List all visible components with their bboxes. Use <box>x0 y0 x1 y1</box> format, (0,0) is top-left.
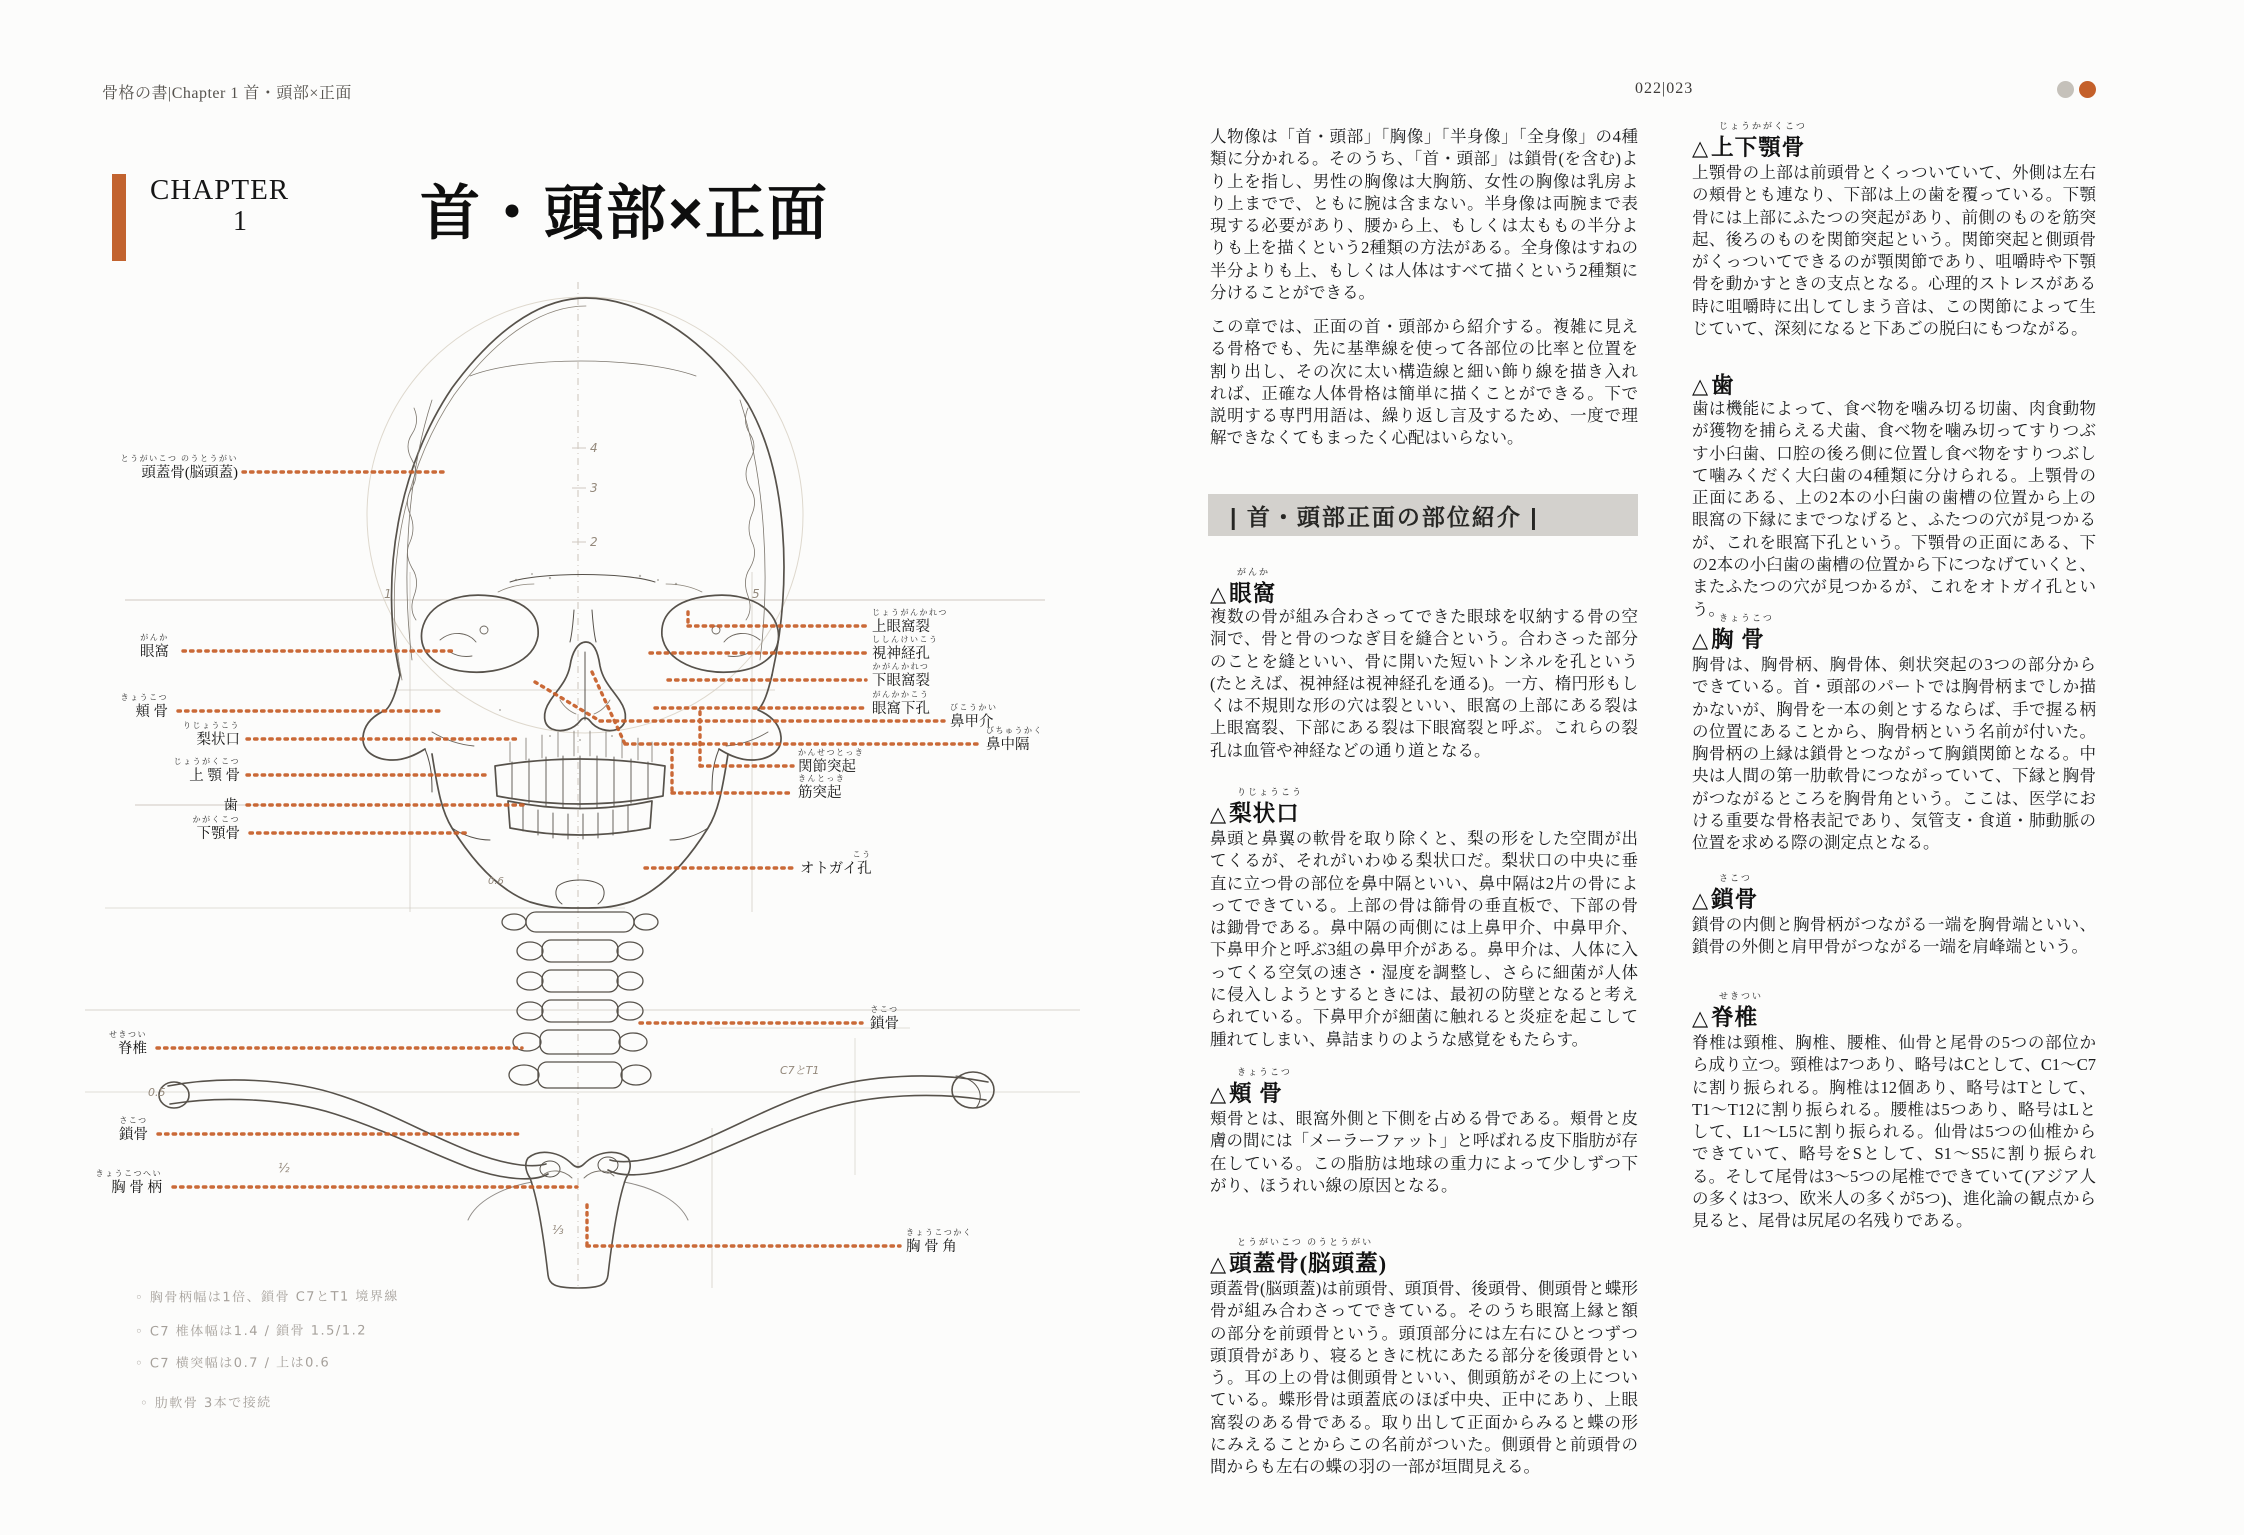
skull-drawing <box>363 298 784 908</box>
body-clavicle: 鎖骨の内側と胸骨柄がつながる一端を胸骨端といい、鎖骨の外側と肩甲骨がつながる一端を肩峰端という。 <box>1692 915 2096 957</box>
chapter-title: 首・頭部×正面 <box>420 180 830 247</box>
label-cranium: とうがいこつ のうとうがい 頭蓋骨(脳頭蓋) <box>120 454 238 481</box>
label-teeth: 歯 <box>223 798 238 814</box>
svg-text:⅓: ⅓ <box>552 1223 564 1237</box>
pencil-note-2: ◦ C7 椎体幅は1.4 / 鎖骨 1.5/1.2 <box>134 1323 368 1340</box>
running-header: 骨格の書|Chapter 1 首・頭部×正面 <box>102 85 352 102</box>
svg-text:5: 5 <box>752 587 760 601</box>
svg-text:½: ½ <box>278 1161 290 1175</box>
triangle-marker: △ <box>1210 582 1228 606</box>
triangle-marker: △ <box>1692 136 1710 160</box>
pencil-note-1: ◦ 胸骨柄幅は1倍、鎖骨 C7とT1 境界線 <box>134 1289 399 1306</box>
sketch-marks <box>148 441 819 1237</box>
pencil-note-4: ◦ 肋軟骨 3本で接続 <box>139 1395 272 1412</box>
body-orbit: 複数の骨が組み合わさってできた眼球を収納する骨の空洞で、骨と骨のつなぎ目を縫合という。合わさった部分のことを縫といい、骨に開いた短いトンネルを孔という(たとえば、視神経は視神経孔を通る)。一方、楕円形もしくは不規則な形の穴は裂といい、眼窩の上部にある裂は上眼窩裂、下部にある裂は下眼窩裂と呼ぶ。これらの裂孔は血管や神経などの通り道となる。 <box>1210 607 1638 760</box>
label-infraorbital-foramen: がんかかこう 眼窩下孔 <box>872 690 930 717</box>
heading-piriform: りじょうこう △梨状口 <box>1210 787 1304 826</box>
label-nasal-concha: びこうかい 鼻甲介 <box>950 703 998 730</box>
heading-teeth: △歯 <box>1692 373 1735 398</box>
body-teeth: 歯は機能によって、食べ物を噛み切る切歯、肉食動物が獲物を捕らえる犬歯、食べ物を噛み切ってすりつぶす小臼歯、口腔の後ろ側に位置し食べ物をすりつぶして噛みくだく大臼歯の4種類に分けられる。上顎骨の正面にある、上の2本の小臼歯の歯槽の位置から上の眼窩の下縁にまでつなげると、ふたつの穴が見つかるが、これを眼窩下孔という。下顎骨の正面にある、下の2本の小臼歯の歯槽の位置から下につなげていくと、またふたつの穴が見つかるが、これをオトガイ孔という。 <box>1692 399 2097 619</box>
chapter-number: 1 <box>233 206 247 237</box>
heading-zygomatic: きょうこつ △頬 骨 <box>1210 1067 1292 1106</box>
chapter-accent-bar <box>112 174 126 261</box>
corner-dot-gray <box>2057 81 2074 98</box>
heading-cranium: とうがいこつ のうとうがい △頭蓋骨(脳頭蓋) <box>1210 1237 1388 1276</box>
label-condylar-process: かんせつとっき 関節突起 <box>798 748 865 775</box>
label-orbit: がんか 眼窩 <box>140 633 169 660</box>
triangle-marker: △ <box>1210 802 1228 826</box>
heading-clavicle: さこつ △鎖骨 <box>1692 873 1759 912</box>
svg-text:3: 3 <box>590 481 598 495</box>
label-inferior-orbital-fissure: かがんかれつ 下眼窩裂 <box>872 662 930 689</box>
body-spine: 脊椎は頸椎、胸椎、腰椎、仙骨と尾骨の5つの部位から成り立つ。頸椎は7つあり、略号はCとして、C1〜C7に割り振られる。胸椎は12個あり、略号はTとして、T1〜T12に割り振られる。腰椎は5つあり、略号はLとして、L1〜L5に割り振られる。仙骨は5つの仙椎からできていて、略号をSとして、S1〜S5に割り振られる。そして尾骨は3〜5つの尾椎でできていて(アジア人の多くは3つ、欧米人の多くが5つ)、進化論の観点から見ると、尾骨は尻尾の名残りである。 <box>1692 1033 2096 1231</box>
heading-sternum: きょうこつ △胸 骨 <box>1692 613 1774 652</box>
label-zygomatic: きょうこつ 頬 骨 <box>120 693 168 720</box>
label-optic-canal: ししんけいこう 視神経孔 <box>872 635 939 662</box>
body-sternum: 胸骨は、胸骨柄、胸骨体、剣状突起の3つの部分からできている。首・頭部のパートでは胸骨柄までしか描かないが、胸骨を一本の剣とするならば、手で握る柄の位置にあることから、胸骨柄という名前が付いた。胸骨柄の上縁は鎖骨とつながって胸鎖関節となる。中央は人間の第一肋軟骨につながっていて、下縁と胸骨がつながるところを胸骨角という。ここは、医学における重要な骨格表記であり、気管支・食道・肺動脈の位置を求める際の測定点となる。 <box>1692 655 2097 853</box>
label-clavicle-right: さこつ 鎖骨 <box>870 1005 899 1032</box>
label-mandible: かがくこつ 下顎骨 <box>192 815 240 842</box>
page-number: 022|023 <box>1635 80 1694 97</box>
label-clavicle-left: さこつ 鎖骨 <box>119 1116 148 1143</box>
label-superior-orbital-fissure: じょうがんかれつ 上眼窩裂 <box>872 608 948 635</box>
svg-text:0.6: 0.6 <box>488 876 504 887</box>
intro-paragraph-2: この章では、正面の首・頭部から紹介する。複雑に見える骨格でも、先に基準線を使って各部位の比率と位置を割り出し、その次に太い構造線と細い飾り線を描き入れれば、正確な人体骨格は簡単に描くことができる。下で説明する専門用語は、繰り返し言及するため、一度で理解できなくてもまったく心配はいらない。 <box>1210 317 1639 448</box>
svg-text:C7とT1: C7とT1 <box>780 1064 820 1077</box>
body-zygomatic: 頬骨とは、眼窩外側と下側を占める骨である。頬骨と皮膚の間には「メーラーファット」と呼ばれる皮下脂肪が存在している。この脂肪は地球の重力によって少しずつ下がり、ほうれい線の原因となる。 <box>1210 1109 1638 1195</box>
body-piriform: 鼻頭と鼻翼の軟骨を取り除くと、梨の形をした空間が出てくるが、それがいわゆる梨状口だ。梨状口の中央に垂直に立つ骨の部位を鼻中隔といい、鼻中隔は2片の骨によってできている。上部の骨は篩骨の垂直板で、下部の骨は鋤骨である。鼻中隔の両側には上鼻甲介、中鼻甲介、下鼻甲介と呼ぶ3組の鼻甲介がある。鼻甲介は、人体に入ってくる空気の速さ・湿度を調整し、さらに細菌が人体に侵入しようとするときには、最初の防壁となると考えられている。下鼻甲介が細菌に触れると炎症を起こして腫れてしまい、鼻詰まりのような感覚をもたらす。 <box>1210 829 1639 1049</box>
triangle-marker: △ <box>1692 374 1710 398</box>
triangle-marker: △ <box>1692 1006 1710 1030</box>
corner-dot-orange <box>2079 81 2096 98</box>
label-sternal-angle: きょうこつかく 胸 骨 角 <box>906 1228 973 1255</box>
triangle-marker: △ <box>1692 628 1710 652</box>
label-piriform-aperture: りじょうこう 梨状口 <box>183 721 240 748</box>
heading-orbit: がんか △眼窩 <box>1210 567 1277 606</box>
label-coronoid-process: きんとっき 筋突起 <box>798 774 846 801</box>
triangle-marker: △ <box>1210 1082 1228 1106</box>
svg-text:0.5: 0.5 <box>148 1086 166 1099</box>
triangle-marker: △ <box>1210 1252 1228 1276</box>
label-nasal-septum: びちゅうかく 鼻中隔 <box>986 726 1043 753</box>
intro-paragraph-1: 人物像は「首・頭部」「胸像」「半身像」「全身像」の4種類に分かれる。そのうち、「首・頭部」は鎖骨(を含む)より上を指し、男性の胸像は大胸筋、女性の胸像は乳房より上までで、ともに腕は含まない。半身像は両腕まで表現する必要があり、腰から上、もしくは太ももの半分よりも上を描くという2種類の方法がある。全身像はすねの半分よりも上、もしくは人体はすべて描くという2種類に分けることができる。 <box>1210 127 1639 303</box>
pencil-note-3: ◦ C7 横突幅は0.7 / 上は0.6 <box>134 1355 331 1372</box>
svg-text:4: 4 <box>590 441 598 455</box>
body-cranium: 頭蓋骨(脳頭蓋)は前頭骨、頭頂骨、後頭骨、側頭骨と蝶形骨が組み合わさってできている。そのうち眼窩上縁と額の部分を前頭骨という。頭頂部分には左右にひとつずつ頭頂骨があり、寝るときに枕にあたる部分を後頭骨という。耳の上の骨は側頭骨といい、側頭筋がその上についている。蝶形骨は頭蓋底のほぼ中央、正中にあり、上眼窩裂のある骨である。取り出して正面からみると蝶の形にみえることからこの名前がついた。側頭骨と前頭骨の間からも左右の蝶の羽の一部が垣間見える。 <box>1210 1279 1638 1477</box>
body-jaws: 上顎骨の上部は前頭骨とくっついていて、外側は左右の頬骨とも連なり、下部は上の歯を覆っている。下顎骨には上部にふたつの突起があり、前側のものを筋突起、後ろのものを関節突起という。関節突起と側頭骨がくっついてできるのが顎関節であり、咀嚼時や下顎骨を動かすときの支点となる。心理的ストレスがある時に咀嚼時に出してしまう音は、この関節によって生じていて、深刻になると下あごの脱臼にもつながる。 <box>1692 163 2097 339</box>
label-spine: せきつい 脊椎 <box>109 1030 147 1057</box>
label-mental-foramen: こう オトガイ孔 <box>800 850 872 877</box>
label-manubrium: きょうこつへい 胸 骨 柄 <box>95 1169 162 1196</box>
shoulder-girdle <box>159 1072 994 1288</box>
svg-text:1: 1 <box>384 587 392 601</box>
heading-spine: せきつい △脊椎 <box>1692 991 1764 1030</box>
neck-vertebrae <box>502 912 658 1088</box>
triangle-marker: △ <box>1692 888 1710 912</box>
svg-text:2: 2 <box>590 535 598 549</box>
section-header-box: | 首・頭部正面の部位紹介 | <box>1208 494 1638 536</box>
heading-jaws: じょうかがくこつ △上下顎骨 <box>1692 121 1807 160</box>
label-maxilla: じょうがくこつ 上 顎 骨 <box>173 757 240 784</box>
chapter-eyebrow: CHAPTER <box>150 174 290 206</box>
